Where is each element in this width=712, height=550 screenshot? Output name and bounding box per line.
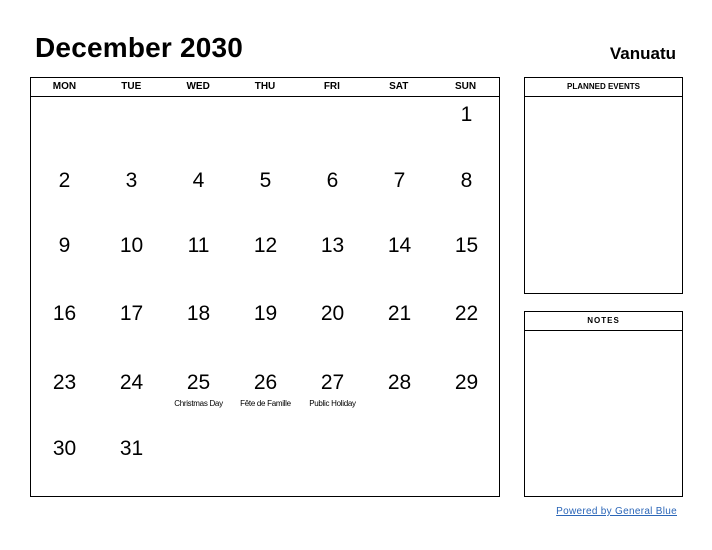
- day-cell: [433, 302, 500, 326]
- holiday-label: Christmas Day: [174, 399, 223, 408]
- day-cell: [299, 234, 366, 258]
- day-cell: [165, 169, 232, 193]
- day-cell: [433, 371, 500, 395]
- planned-events-heading: PLANNED EVENTS: [525, 78, 682, 97]
- day-cell: [232, 302, 299, 326]
- day-number: 14: [387, 234, 412, 257]
- day-cell: [299, 302, 366, 326]
- notes-heading: NOTES: [525, 312, 682, 331]
- holiday-label: Fête de Famille: [240, 399, 291, 408]
- calendar-grid: [30, 77, 500, 497]
- weekday-tue: TUE: [121, 81, 142, 92]
- day-cell: [433, 103, 500, 127]
- day-number: 29: [454, 371, 479, 394]
- day-number: 16: [52, 302, 77, 325]
- day-number: 13: [320, 234, 345, 257]
- day-number: 7: [393, 169, 406, 192]
- day-number: 1: [460, 103, 473, 126]
- day-number: 6: [326, 169, 339, 192]
- day-number: 23: [52, 371, 77, 394]
- day-number: 25: [186, 371, 211, 394]
- day-number: 19: [253, 302, 278, 325]
- day-number: 27: [320, 371, 345, 394]
- day-number: 10: [119, 234, 144, 257]
- day-cell: [366, 371, 433, 395]
- day-number: 9: [58, 234, 71, 257]
- day-cell: [31, 371, 98, 395]
- day-cell: [366, 302, 433, 326]
- day-number: 24: [119, 371, 144, 394]
- day-cell: [299, 371, 366, 409]
- day-number: 11: [187, 234, 210, 257]
- country-label: Vanuatu: [609, 44, 676, 63]
- weekday-sat: SAT: [389, 81, 409, 92]
- day-number: 5: [259, 169, 272, 192]
- day-number: 30: [52, 437, 77, 460]
- day-number: 31: [119, 437, 144, 460]
- day-number: 22: [454, 302, 479, 325]
- weekday-wed: WED: [186, 81, 210, 92]
- day-cell: [98, 302, 165, 326]
- day-cell: [433, 234, 500, 258]
- holiday-label: Public Holiday: [309, 399, 356, 408]
- day-number: 28: [387, 371, 412, 394]
- weekday-thu: THU: [254, 81, 276, 92]
- day-cell: [98, 437, 165, 461]
- day-number: 15: [454, 234, 479, 257]
- day-cell: [31, 234, 98, 258]
- weekday-header: [31, 78, 499, 97]
- day-cell: [433, 169, 500, 193]
- day-number: 21: [387, 302, 412, 325]
- day-cell: [31, 169, 98, 193]
- day-number: 2: [58, 169, 71, 192]
- day-cell: [232, 169, 299, 193]
- day-cell: [98, 371, 165, 395]
- day-cell: [31, 302, 98, 326]
- day-cell: [98, 234, 165, 258]
- day-number: 8: [460, 169, 473, 192]
- day-number: 26: [253, 371, 278, 394]
- day-number: 3: [125, 169, 138, 192]
- day-cell: [98, 169, 165, 193]
- day-cell: [31, 437, 98, 461]
- weekday-fri: FRI: [323, 81, 340, 92]
- day-number: 20: [320, 302, 345, 325]
- notes-panel: [524, 311, 683, 497]
- page-title: December 2030: [35, 32, 244, 63]
- day-number: 12: [253, 234, 278, 257]
- day-cell: [366, 169, 433, 193]
- planned-events-panel: [524, 77, 683, 294]
- day-number: 18: [186, 302, 211, 325]
- day-cell: [366, 234, 433, 258]
- day-cell: [232, 234, 299, 258]
- day-cell: [165, 371, 232, 409]
- weekday-mon: MON: [52, 81, 77, 92]
- day-cell: [299, 169, 366, 193]
- day-number: 4: [192, 169, 205, 192]
- weekday-sun: SUN: [455, 81, 477, 92]
- powered-by-link[interactable]: Powered by General Blue: [556, 506, 677, 517]
- day-cell: [165, 302, 232, 326]
- day-cell: [165, 234, 232, 258]
- day-number: 17: [119, 302, 144, 325]
- day-cell: [232, 371, 299, 409]
